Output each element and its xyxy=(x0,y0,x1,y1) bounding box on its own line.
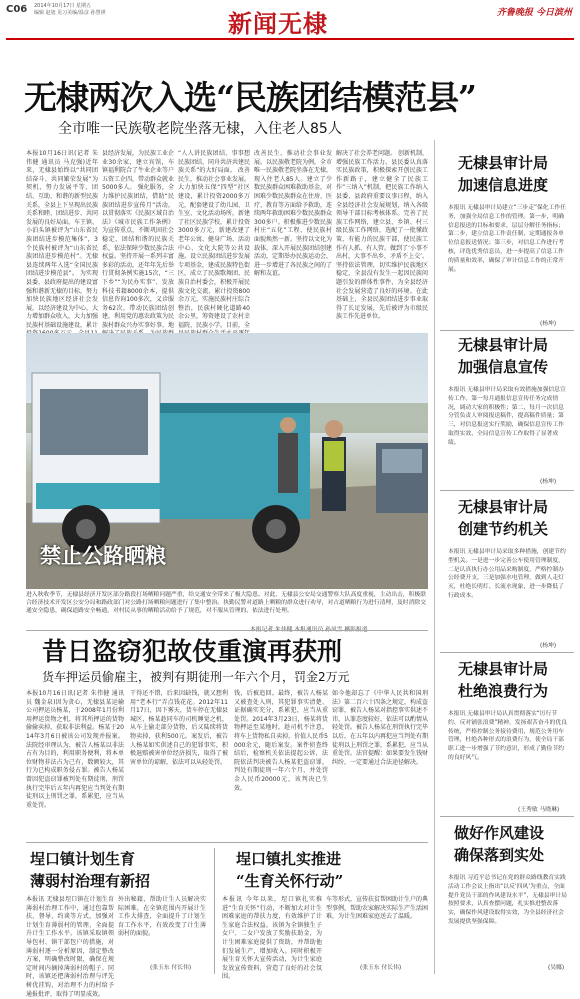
sidebar-divider xyxy=(434,140,435,974)
story2-subheadline: 货车押运员偷雇主，被判有期徒刑一年六个月，罚金2万元 xyxy=(42,670,350,684)
sidebar-item-3-byline: (杨坤) xyxy=(540,643,557,649)
divider xyxy=(26,630,428,631)
lead-headline: 无棣两次入选“民族团结模范县” xyxy=(24,78,476,117)
sidebar-item-5-body: 本报讯 习近平总书记在党的群众路线教育实践活动工作会议上指出“以反‘四风’为重点，全面提升党员干部的作风建设水平”，无棣县审计局按照要求，认真查摆问题，扎实推进整改落实，确保作风建设取得实效，为全县经济社会发展提供坚强保障。 xyxy=(448,875,567,925)
lead-column-3: “人人讲民族团结、事事想民族团结、同舟共济共建民族关系”的大好局面。 改善民生，推动社会事业发展。大力加快五保“四型”社区建设，累计投资2000多万元，配套建设了幼儿园、卫生室、文化活动场所，新建了社区民族学校，累计投资3000多万元，新建改建了老年公寓、健身广场、活动中心、文化大院等公共设施。设立民族团结进步发展专项基金，建成民族特色街区，成立了民族歌舞团、民族自治村委会，积极开展民族文化交流，累计投资800余万元，实施民族村庄综合整治，民族村硬化道路40余公里，筹资建设了农村幸福院、民族小学。目前，全 xyxy=(178,150,251,329)
sidebar-item-3-body: 本报讯 无棣县审计局采取多种措施，创建节约型机关。一是进一步完善公车使用管理制度，二是认真执行办公用品采购制度，严格控制办公经费开支，三是加强水电管理，做到人走灯灭，杜绝长明灯、长流水现象，进一步降低了行政成本。 xyxy=(448,549,566,599)
divider xyxy=(440,652,574,653)
lead-column-2: 县经济发展，为民族工业企业30余家，建立宾馆，车镇福利院合了牛业企业等户五资工企四，带动群众就业5000多人。 强化服务，全力维护民族团结，借助“民族团结进步宣传月”活动，以贯彻落实《民族区域自治法》《城市民族工作条例》为宣传重点，不断巩固社会稳定、团结和谐的民族关系，依法保障少数民族合法权益。坚持开展一系列丰富多彩的活动，还年年先后举行贯彻条例实施15次，“三下乡”“为民办实事”、发放科技书籍8000余本，提供信息咨询100多次，义诊服务62次，带动民族团结创建，利用党的惠农政策为民族村群众兴办实事好事，地 xyxy=(102,150,175,329)
story2-headline: 昔日盗窃犯故伎重演再获刑 xyxy=(42,637,343,666)
story4-column-2: 车等形式，宣传扶贫帮困助计生户的典型事例，帮助农家解决实际生产生活困难，为计生困难家庭送去了温暖。 xyxy=(326,896,429,921)
lead-column-5: 解决了社会养老问题。 创新机制，增强民族工作活力。县民委认真落实民族政策，积极探索开创民族工作新路子，建立健全了民族工作“三纳入”机制，把民族工作纳入县委、县政府重要议事日程，纳入全县经济社会发展规划，纳入各级领导干部目标考核体系。完善了民族工作网络，建立县、乡镇、村三级民族工作网络，选配了一批懂政策、有能力的民族干部，使民族工作有人抓、有人管。做到了‘小事不出村，大事不出乡，矛盾不上交’。坚持依法管理，切实维护民族地区稳定，全县没有发生一起因民族问题引发的群体性事件，为全县经济社会发展营造了良好的环境。在此基础上，全县民族团结进步事业取得了长足发展，先后被评为市级民族工作先进单位。 xyxy=(336,150,428,321)
sidebar-item-3-title: 无棣县审计局 创建节约机关 xyxy=(458,498,549,538)
sidebar-item-1-byline: (杨坤) xyxy=(540,321,557,327)
page-edition: C06 xyxy=(6,4,28,15)
story2-column-2: 干得还不错，后来因缺钱，就又想利用“老本行”弄点钱花花。2012年11月17日，因下雾天，货车停在无棣县城区，杨某趁同车的司机睡觉之机，从车上偷走部分货物，后又陆续将货物卖掉，获利500元。案发后，被告人杨某如实供述自己的犯罪事实，积极退赔被害单位经济损失，取得了被害单位的谅解，依法可以从轻处罚。 xyxy=(130,690,228,766)
story3-headline: 埕口镇计划生育 薄弱村治理有新招 xyxy=(30,850,151,890)
sidebar-item-2-title: 无棣县审计局 加强信息宣传 xyxy=(458,336,549,376)
photo-caption-text: 进入秋收季节，无棣县经济开发区部分路段打场晒粮问题严重，给交通安全带来了极大隐患。对此，无棣县公安局交通警察大队高度重视，主动出击，积极联合经济技术开发区公安分局和路政部门对公路打场晒粮问题进行了集中整治。执勤民警对道路上晒粮的群众进行劝导，对占道晒粮行为进行清理，及时消除交通安全隐患，确保道路安全畅通，对村民从事的晒粮活动给予了规范，对不服从管理的，依法进行处理。 xyxy=(26,592,426,614)
sidebar-item-4-byline: (王秀敏 马晓琳) xyxy=(518,807,560,813)
lead-column-4: 改善民生，推动社会事业发展。以民族敬老院为例，全市唯一民族敬老院坐落在无棣，现入住老人85人。建立了少数民族群众困难救助基金，对困难少数民族群众在住房、医疗、教育等方面给予救助，连续两年救助困难少数民族群众300多户。积极推进少数民族村庄“五化”工程，使民族村面貌焕然一新。坚持以文化为载体，深入开展民族团结创建活动，定期举办民族运动会，进一步增进了各民族之间的了解和友谊。 xyxy=(254,150,333,278)
divider xyxy=(440,490,574,491)
sidebar-item-2-byline: (杨坤) xyxy=(540,479,557,485)
photo-overlay-title: 禁止公路晒粮 xyxy=(40,544,166,568)
edition-meta: 2014年10月17日 星期五 编辑 赵旭 见习美编/温彦 孙慧祺 xyxy=(34,3,106,16)
story2-column-3: 钱，后被追回。最终，被告人杨某又被查处入刑，其犯罪事实清楚、证据确实充分，系累犯，应当从重处罚。2014年3月23日，杨某将货物押运至某地时，趁司机不注意，将车上货物私自卖掉，价值人民币5000余元，随后案发。案件侦查终结后，检察机关依法提起公诉，法院依法判决被告人杨某犯盗窃罪，判处有期徒刑一年六个月，并处罚金人民币20000元，该判决已生效。 xyxy=(234,690,328,792)
newspaper-name: 齐鲁晚报 今日滨州 xyxy=(496,8,572,18)
story4-headline: 埕口镇扎实推进 “生育关怀行动” xyxy=(236,850,344,890)
divider xyxy=(440,330,574,331)
sidebar-item-5-title: 做好作风建设 确保落到实处 xyxy=(454,824,545,864)
header-rule xyxy=(6,38,574,40)
story2-column-1: 本报10月16日讯(记者 朱伟健 通讯员 魏金泉)因为贪心，无棣县某运输公司押运员杨某，于2008年1月份利用押运货物之机，将其所押运的货物偷偷卖掉，获取非法利益。杨某于2014年3月6日被该公司发现并报案。法院经审理认为，被告人杨某以非法占有为目的，利用职务便利，将本单位财物非法占为己有，数额较大，其行为已构成职务侵占罪。被告人杨某曾因犯盗窃罪被判处有期徒刑，刑罚执行完毕后五年内再犯应当判处有期徒刑以上刑罚之罪，系累犯，应当从重处罚。 xyxy=(26,690,124,809)
lead-subheadline: 全市唯一民族敬老院坐落无棣，入住老人85人 xyxy=(58,121,342,137)
sidebar-item-5-byline: (吴娜) xyxy=(548,965,565,971)
section-logo: 新闻无棣 xyxy=(228,9,328,38)
story2-column-4: 如今他却忘了《中华人民共和国刑法》第二百六十四条之规定，构成盗窃罪，被告人杨某对指控事实供述不讳，认罪态度较好，依法可以酌情从轻处罚。被告人杨某在刑罚执行完毕以后，在五年以内再犯应当判处有期徒刑以上刑罚之罪，系累犯，应当从重处罚。法官提醒：如果要发生钱财纠纷，一定要通过合法途径解决。 xyxy=(332,690,429,766)
story4-byline: (张玉东 付长伟) xyxy=(360,965,402,971)
lead-column-1: 本报10月16日讯(记者 朱伟健 通讯员 马克强)近年来，无棣县始终以“共同团结奋斗、共同繁荣发展”为契机，努力发展平等、团结、互助、和谐的新型民族关系，全县上下呈现出民族关系和睦、团结进步、共同发展的良好局面。车王镇、小泊头镇被评为“山东省民族团结进步模范集体”，3个民族村被评为“山东省民族团结进步模范村”。无棣县连续两年入选“全国民族团结进步模范县”。 为实现县委、县政府提出的建设富强和谐新无棣的目标，努力加快民族地区经济社会发展，以经济建设为中心，大力增加群众收入，大力加强民族村基础设施建设，累计 xyxy=(26,150,99,329)
sidebar-item-1-body: 本报讯 无棣县审计局建立“三步走”保化工作任务，加强全局信息工作的管理。第一步，明确信息报送的目标和要求，层层分解任务指标；第二步，建立信息工作责任制，定期通报各单位信息报送情况；第三步，对信息工作进行考核，评选优秀信息员，进一步提高了信息工作的质量和效率，确保了审计信息工作的正常开展。 xyxy=(448,205,566,273)
story3-column-2: 外出秘籍，帮助计生人员解决实际困难，在全镇范围内开展计生工作大排查，全面提升了计划生育工作水平，有效改变了计生薄弱村的面貌。 xyxy=(118,896,206,938)
sidebar-item-1-title: 无棣县审计局 加速信息进度 xyxy=(458,154,549,194)
sidebar-item-4-title: 无棣县审计局 杜绝浪费行为 xyxy=(458,660,549,700)
story4-column-1: 本报讯 今年以来，埕口镇扎实推进“生育关怀”行动，不断加大对计生困难家庭的帮扶力度，有效维护了计生家庭合法权益。该镇为全镇独生子女户、二女户发放了奖励扶助金，为计生困难家庭提供了资助，并帮助他们发展生产，增加收入。同时积极开展生育关怀大宣传活动，为计生家庭发放宣传资料，营造了良好的社会氛围。 xyxy=(222,896,322,981)
divider xyxy=(214,848,215,974)
story3-column-1: 本报讯 无棣县埕口镇在计划生育薄弱村治理工作中，通过包靠帮扶、督导、约谈等方式，加强对计划生育薄弱村的管理，全面提升计生工作水平。该镇采取镇领导包村、镇干部包户的措施，对薄弱村逐一分析原因，制定整改方案，明确整改时限，确保在规定时间内摘掉薄弱村的帽子。同时，该镇还把薄弱村治理与评先树优挂钩，对治理不力的村给予通报批评，取得了明显成效。 xyxy=(26,896,114,998)
story3-byline: (张玉东 付长伟) xyxy=(150,965,192,971)
sidebar-item-2-body: 本报讯 无棣县审计局采取有效措施加强信息宣传工作。第一每月通报信息宣传任务完成情况，调动大家的积极性；第二，每月一次信息分管负责人审阅报送稿件，提高稿件质量；第三，对信息报送实行奖励，确保信息宣传工作取得实效，全局信息宣传工作取得了显著成绩。 xyxy=(448,387,566,446)
divider xyxy=(26,842,428,843)
divider xyxy=(440,816,574,817)
sidebar-item-4-body: 本报讯 无棣县审计局认真贯彻落实“厉行节约、反对铺张浪费”精神，发扬艰苦奋斗的优良传统，严格控制公务接待费用，规范公务用车管理，杜绝各种形式的浪费行为，使全局干部职工进一步增强了节约意识，形成了勤俭节约的良好风气。 xyxy=(448,711,567,761)
